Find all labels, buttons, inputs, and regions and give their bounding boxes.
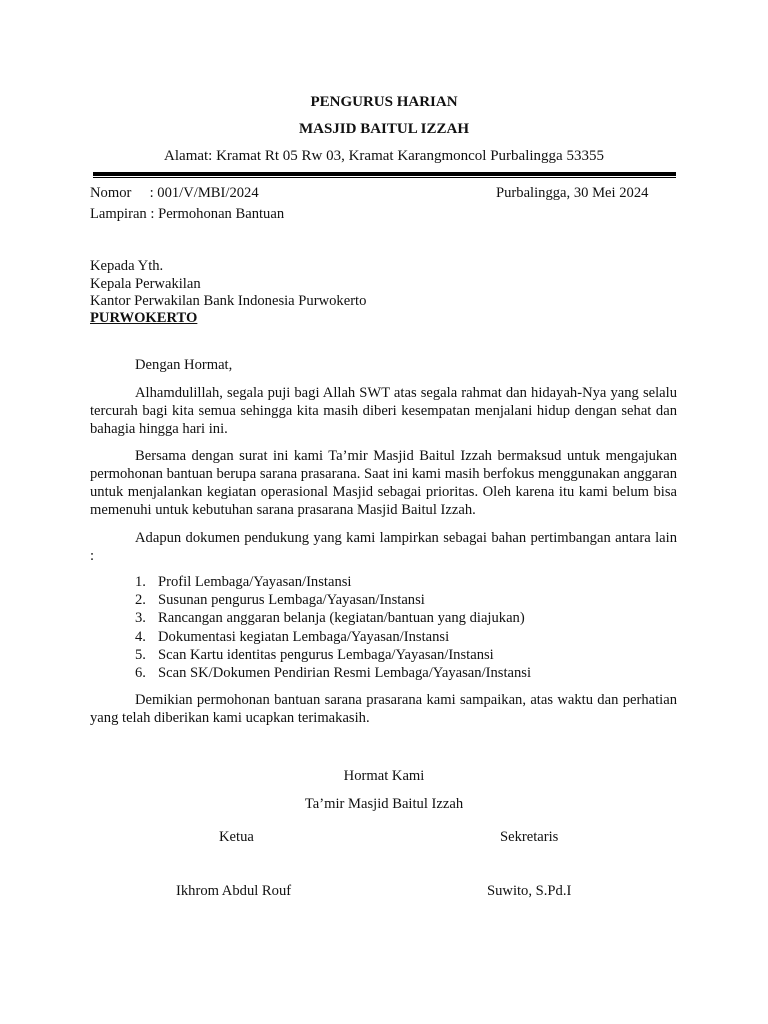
salutation: Dengan Hormat, [135,357,233,373]
letter-number: Nomor : 001/V/MBI/2024 [90,185,259,201]
letterhead-divider [93,172,676,176]
list-item: 1. Profil Lembaga/Yayasan/Instansi [135,574,352,590]
signatory-role-chair: Ketua [219,829,254,845]
paragraph-opening: Alhamdulillah, segala puji bagi Allah SWT atas segala rahmat dan hidayah-Nya yang selalu tercurah bagi kita semua sehingga kita masih diberi kesempatan menjalani hidup dengan sehat dan bahagia hingga hari ini. [90,385,677,437]
letter-attachment: Lampiran : Permohonan Bantuan [90,206,285,222]
paragraph-closing: Demikian permohonan bantuan sarana prasarana kami sampaikan, atas waktu dan perhatian yang telah diberikan kami ucapkan terimakasih. [90,692,677,726]
recipient-line-3: Kantor Perwakilan Bank Indonesia Purwokerto [90,293,367,309]
list-item: 5. Scan Kartu identitas pengurus Lembaga/Yayasan/Instansi [135,646,494,663]
letterhead-address: Alamat: Kramat Rt 05 Rw 03, Kramat Karangmoncol Purbalingga 53355 [164,148,604,164]
recipient-line-1: Kepada Yth. [90,258,164,274]
letterhead-divider-thin [93,177,676,178]
list-item: 4. Dokumentasi kegiatan Lembaga/Yayasan/Instansi [135,628,450,645]
list-item: 3. Rancangan anggaran belanja (kegiatan/bantuan yang diajukan) [135,610,525,627]
letter-place-date: Purbalingga, 30 Mei 2024 [496,185,649,201]
letterhead-title: PENGURUS HARIAN [310,94,458,110]
paragraph-attachments-intro: Adapun dokumen pendukung yang kami lampirkan sebagai bahan pertimbangan antara lain : [90,530,677,564]
list-item: 6. Scan SK/Dokumen Pendirian Resmi Lembaga/Yayasan/Instansi [135,664,532,681]
recipient-line-2: Kepala Perwakilan [90,276,201,292]
closing-regards: Hormat Kami [343,768,425,784]
attachment-list [135,573,531,682]
paragraph-purpose: Bersama dengan surat ini kami Ta’mir Masjid Baitul Izzah bermaksud untuk mengajukan permohonan bantuan berupa sarana prasarana. Saat ini kami masih berfokus menggunakan anggaran untuk menjalankan kegiatan operasional Masjid sebagai prioritas. Oleh karena itu kami belum bisa memenuhi untuk kebutuhan sarana prasarana Masjid Baitul Izzah. [90,448,677,518]
signatory-name-chair: Ikhrom Abdul Rouf [176,883,292,899]
recipient-city: PURWOKERTO [90,310,198,326]
closing-organization: Ta’mir Masjid Baitul Izzah [304,796,464,812]
list-item: 2. Susunan pengurus Lembaga/Yayasan/Instansi [135,592,425,609]
signatory-role-secretary: Sekretaris [500,829,559,845]
signatory-name-secretary: Suwito, S.Pd.I [487,883,572,899]
letterhead-organization: MASJID BAITUL IZZAH [298,121,470,137]
